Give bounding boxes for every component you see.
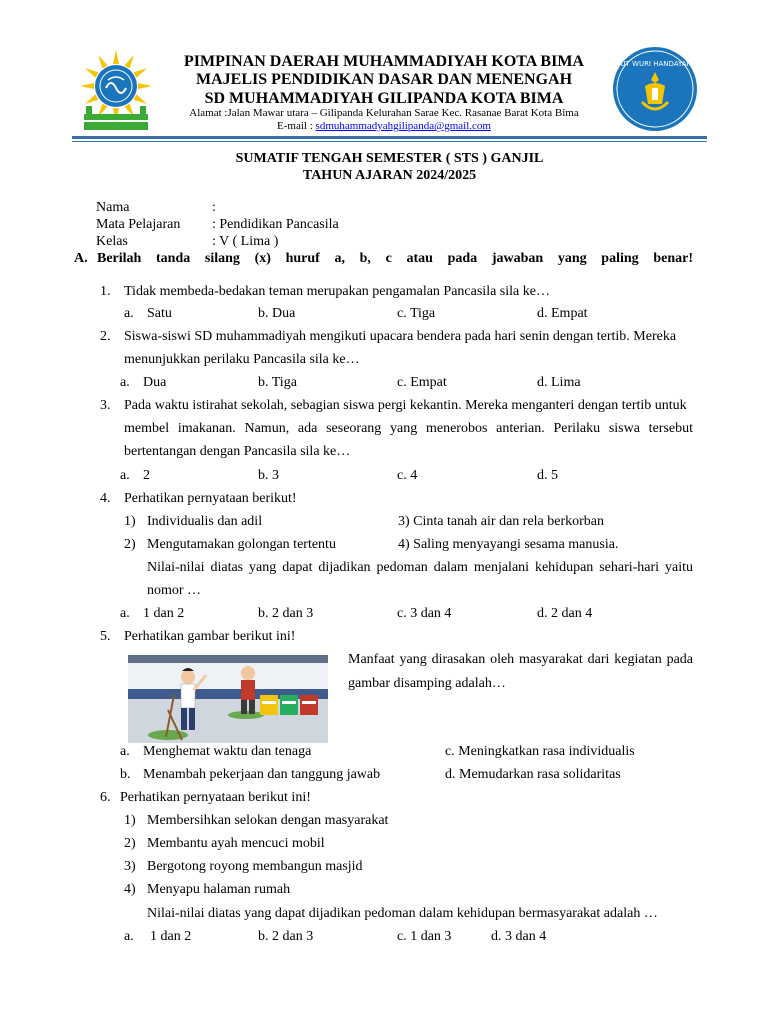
q6-option-a-letter: a. bbox=[124, 929, 134, 944]
q4-text-line-3: nomor … bbox=[147, 583, 202, 598]
q2-option-a: Dua bbox=[143, 375, 167, 390]
nama-value: : bbox=[212, 200, 216, 215]
exam-title: SUMATIF TENGAH SEMESTER ( STS ) GANJIL bbox=[235, 151, 544, 166]
q6-number: 6. bbox=[100, 790, 111, 805]
q6-statement-3-number: 3) bbox=[124, 859, 136, 874]
q3-option-d: d. 5 bbox=[537, 468, 558, 483]
q3-number: 3. bbox=[100, 398, 111, 413]
exam-year: TAHUN AJARAN 2024/2025 bbox=[302, 168, 477, 183]
q6-option-d: d. 3 dan 4 bbox=[491, 929, 547, 944]
mapel-value: : Pendidikan Pancasila bbox=[212, 217, 339, 232]
q2-option-a-letter: a. bbox=[120, 375, 130, 390]
q3-text-line-2: membel imakanan. Namun, ada seseorang yang menerobos anterian. Perilaku siswa tersebut bbox=[124, 421, 693, 436]
email-link[interactable]: sdmuhammadyahgilipanda@gmail.com bbox=[315, 120, 491, 132]
muhammadiyah-logo bbox=[72, 48, 160, 134]
q5-option-c: c. Meningkatkan rasa individualis bbox=[445, 744, 635, 759]
q2-option-c: c. Empat bbox=[397, 375, 447, 390]
q5-option-a-letter: a. bbox=[120, 744, 130, 759]
email-line bbox=[170, 120, 598, 133]
cleaning-illustration bbox=[128, 655, 328, 743]
q6-statement-4-number: 4) bbox=[124, 882, 136, 897]
q5-option-d: d. Memudarkan rasa solidaritas bbox=[445, 767, 621, 782]
q5-option-a: Menghemat waktu dan tenaga bbox=[143, 744, 312, 759]
q4-statement-4: 4) Saling menyayangi sesama manusia. bbox=[398, 537, 619, 552]
header-line-3: SD MUHAMMADIYAH GILIPANDA KOTA BIMA bbox=[204, 90, 564, 107]
q5-text: Perhatikan gambar berikut ini! bbox=[124, 629, 296, 644]
q1-option-b: b. Dua bbox=[258, 306, 296, 321]
header-line-2: MAJELIS PENDIDIKAN DASAR DAN MENENGAH bbox=[195, 71, 573, 88]
q5-side-text-line-1: Manfaat yang dirasakan oleh masyarakat dari kegiatan pada bbox=[348, 652, 693, 667]
mapel-label: Mata Pelajaran bbox=[96, 217, 181, 232]
q4-number: 4. bbox=[100, 491, 111, 506]
q2-number: 2. bbox=[100, 329, 111, 344]
q6-statement-2-number: 2) bbox=[124, 836, 136, 851]
q1-option-a: Satu bbox=[147, 306, 172, 321]
nama-label: Nama bbox=[96, 200, 130, 215]
q3-text-line-1: Pada waktu istirahat sekolah, sebagian siswa pergi kekantin. Mereka menganteri dengan tertib untuk bbox=[124, 398, 687, 413]
q6-option-a: 1 dan 2 bbox=[150, 929, 192, 944]
q6-option-c: c. 1 dan 3 bbox=[397, 929, 452, 944]
q6-statement-3: Bergotong royong membangun masjid bbox=[147, 859, 363, 874]
school-address: Alamat :Jalan Mawar utara – Gilipanda Kelurahan Sarae Kec. Rasanae Barat Kota Bima bbox=[189, 107, 579, 119]
q6-option-b: b. 2 dan 3 bbox=[258, 929, 314, 944]
q4-option-d: d. 2 dan 4 bbox=[537, 606, 593, 621]
q5-option-b: Menambah pekerjaan dan tanggung jawab bbox=[143, 767, 381, 782]
q4-option-c: c. 3 dan 4 bbox=[397, 606, 452, 621]
q1-option-c: c. Tiga bbox=[397, 306, 436, 321]
q1-option-d: d. Empat bbox=[537, 306, 588, 321]
header-line-1: PIMPINAN DAERAH MUHAMMADIYAH KOTA BIMA bbox=[184, 53, 584, 70]
q4-statement-1: Individualis dan adil bbox=[147, 514, 263, 529]
header-rule-thick bbox=[72, 136, 707, 139]
q1-option-a-letter: a. bbox=[124, 306, 134, 321]
q4-statement-2-number: 2) bbox=[124, 537, 136, 552]
q3-option-b: b. 3 bbox=[258, 468, 279, 483]
q6-statement-1: Membersihkan selokan dengan masyarakat bbox=[147, 813, 389, 828]
q1-text: Tidak membeda-bedakan teman merupakan pengamalan Pancasila sila ke… bbox=[124, 284, 550, 299]
q1-number: 1. bbox=[100, 284, 111, 299]
q4-statement-3: 3) Cinta tanah air dan rela berkorban bbox=[398, 514, 605, 529]
q6-text-line-2: Nilai-nilai diatas yang dapat dijadikan pedoman dalam kehidupan bermasyarakat adalah … bbox=[147, 906, 658, 921]
q5-option-b-letter: b. bbox=[120, 767, 131, 782]
q2-option-d: d. Lima bbox=[537, 375, 581, 390]
q6-text: Perhatikan pernyataan berikut ini! bbox=[120, 790, 311, 805]
q4-option-a: 1 dan 2 bbox=[143, 606, 185, 621]
email-label: E-mail : bbox=[277, 120, 316, 132]
q6-statement-2: Membantu ayah mencuci mobil bbox=[147, 836, 325, 851]
q2-option-b: b. Tiga bbox=[258, 375, 297, 390]
kelas-value: : V ( Lima ) bbox=[212, 234, 279, 249]
q4-option-b: b. 2 dan 3 bbox=[258, 606, 314, 621]
q3-option-a-letter: a. bbox=[120, 468, 130, 483]
kelas-label: Kelas bbox=[96, 234, 128, 249]
q6-statement-1-number: 1) bbox=[124, 813, 136, 828]
q5-number: 5. bbox=[100, 629, 111, 644]
q2-text-line-1: Siswa-siswi SD muhammadiyah mengikuti upacara bendera pada hari senin dengan tertib. Mereka bbox=[124, 329, 677, 344]
q4-statement-2: Mengutamakan golongan tertentu bbox=[147, 537, 336, 552]
q4-text-line-2: Nilai-nilai diatas yang dapat dijadikan pedoman dalam menjalani kehidupan sehari-hari yaitu bbox=[147, 560, 693, 575]
q5-side-text-line-2: gambar disamping adalah… bbox=[348, 676, 506, 691]
tut-wuri-handayani-logo bbox=[612, 46, 698, 132]
q3-text-line-3: bertentangan dengan Pancasila sila ke… bbox=[124, 444, 351, 459]
svg-text:TUT WURI HANDAYANI: TUT WURI HANDAYANI bbox=[616, 60, 694, 68]
q4-text: Perhatikan pernyataan berikut! bbox=[124, 491, 297, 506]
q2-text-line-2: menunjukkan perilaku Pancasila sila ke… bbox=[124, 352, 360, 367]
section-instruction: Berilah tanda silang (x) huruf a, b, c atau pada jawaban yang paling benar! bbox=[97, 251, 693, 266]
q3-option-c: c. 4 bbox=[397, 468, 418, 483]
q6-statement-4: Menyapu halaman rumah bbox=[147, 882, 291, 897]
q3-option-a: 2 bbox=[143, 468, 150, 483]
q4-option-a-letter: a. bbox=[120, 606, 130, 621]
q4-statement-1-number: 1) bbox=[124, 514, 136, 529]
section-letter: A. bbox=[74, 251, 88, 266]
header-rule-thin bbox=[72, 141, 707, 142]
